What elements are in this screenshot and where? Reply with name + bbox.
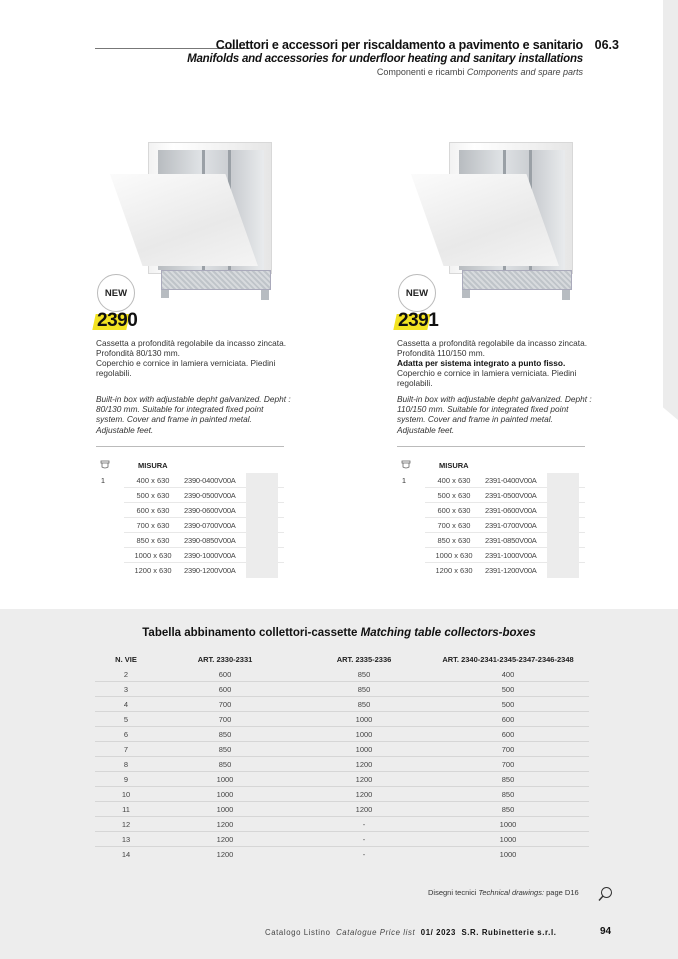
cell: 1000 <box>216 790 234 799</box>
cell: 700 <box>218 715 232 724</box>
table-row <box>95 847 589 862</box>
description-en: Built-in box with adjustable depht galvanized. Depht : 110/150 mm. Suitable for integrated fixed point system. Cover and frame in painted metal. Adjustable feet. <box>397 394 592 435</box>
article-code: 2391-0500V00A <box>485 491 537 500</box>
article-code: 2391-0850V00A <box>485 536 537 545</box>
cell: 400 <box>501 670 515 679</box>
article-code: 2391-0400V00A <box>485 476 537 485</box>
matching-table <box>95 653 589 862</box>
table-row <box>425 488 585 503</box>
article-code: 2390-1000V00A <box>184 551 236 560</box>
description-it <box>96 338 291 378</box>
table-row <box>95 682 589 697</box>
footer-edition: 01/ 2023 <box>420 928 456 937</box>
description-en: Built-in box with adjustable depht galvanized. Depht : 80/130 mm. Suitable for integrated fixed point system. Cover and frame in painted metal. Adjustable feet. <box>96 394 291 435</box>
table-row <box>124 563 284 578</box>
table-row <box>95 727 589 742</box>
header-art-2335: ART. 2335-2336 <box>336 655 392 664</box>
cell: 1000 <box>499 820 517 829</box>
table-row <box>100 473 284 488</box>
cell: 850 <box>218 760 232 769</box>
size: 700 x 630 <box>136 521 170 530</box>
article-code: 2390-0700V00A <box>184 521 236 530</box>
table-row <box>95 742 589 757</box>
footer-catalog-it: Catalogo Listino <box>265 928 331 937</box>
description-it <box>397 338 592 388</box>
title-en: Matching table collectors-boxes <box>360 627 536 639</box>
table-row <box>95 772 589 787</box>
cell: 1000 <box>216 775 234 784</box>
tech-label-en: Technical drawings: <box>478 888 545 897</box>
table-row <box>124 533 284 548</box>
cell: 14 <box>121 850 131 859</box>
header-n-vie: N. VIE <box>115 655 137 664</box>
divider <box>96 446 284 447</box>
header-art-2340: ART. 2340-2341-2345-2347-2346-2348 <box>442 655 574 664</box>
cell: 600 <box>501 730 515 739</box>
price-cell <box>246 488 278 503</box>
cell: 850 <box>501 775 515 784</box>
page-footer <box>265 928 556 937</box>
price-cell <box>547 503 579 518</box>
desc-it-line2: Coperchio e cornice in lamiera verniciata. Piedini regolabili. <box>397 368 577 388</box>
cell: - <box>362 820 366 829</box>
cell: 7 <box>123 745 129 754</box>
title-it: Tabella abbinamento collettori-cassette <box>142 627 358 639</box>
price-cell <box>246 503 278 518</box>
header-title-en: Manifolds and accessories for underfloor heating and sanitary installations <box>187 53 583 65</box>
price-cell <box>547 548 579 563</box>
table-row <box>425 563 585 578</box>
subtitle-en: Components and spare parts <box>466 67 583 77</box>
size: 500 x 630 <box>437 491 471 500</box>
table-row <box>95 817 589 832</box>
cell: 12 <box>121 820 131 829</box>
cell: 850 <box>501 805 515 814</box>
table-row <box>124 518 284 533</box>
footer-company: S.R. Rubinetterie s.r.l. <box>461 928 557 937</box>
table-row <box>425 503 585 518</box>
header-title-it: Collettori e accessori per riscaldamento a pavimento e sanitario <box>215 38 583 52</box>
cell: 5 <box>123 715 129 724</box>
new-badge: NEW <box>398 274 436 312</box>
article-code: 2391-0600V00A <box>485 506 537 515</box>
cell: 13 <box>121 835 131 844</box>
section-number: 06.3 <box>594 38 619 52</box>
table-row <box>95 787 589 802</box>
cell: 600 <box>501 715 515 724</box>
header-art-2330: ART. 2330-2331 <box>197 655 253 664</box>
table-row <box>95 712 589 727</box>
desc-it-line2: Coperchio e cornice in lamiera verniciata. Piedini regolabili. <box>96 358 276 378</box>
table-row <box>95 667 589 682</box>
product-image <box>407 132 577 300</box>
cell: 1000 <box>355 745 373 754</box>
size-table <box>98 459 284 578</box>
size: 1000 x 630 <box>435 551 473 560</box>
size: 400 x 630 <box>136 476 170 485</box>
price-cell <box>246 533 278 548</box>
table-row <box>95 757 589 772</box>
size: 400 x 630 <box>437 476 471 485</box>
cell: 1000 <box>499 835 517 844</box>
tech-label-it: Disegni tecnici <box>428 888 477 897</box>
misura-header: MISURA <box>138 461 168 470</box>
qty: 1 <box>100 476 106 485</box>
cell: 850 <box>357 670 371 679</box>
table-row <box>95 832 589 847</box>
size: 600 x 630 <box>437 506 471 515</box>
technical-drawings-ref[interactable] <box>428 888 579 897</box>
qty: 1 <box>401 476 407 485</box>
cell: 700 <box>218 700 232 709</box>
product-code <box>395 310 438 334</box>
cell: 700 <box>501 760 515 769</box>
desc-it-line1: Cassetta a profondità regolabile da incasso zincata. Profondità 110/150 mm. <box>397 338 588 358</box>
table-row <box>124 548 284 563</box>
header-subtitle <box>377 67 583 77</box>
cell: 850 <box>357 685 371 694</box>
cell: 1200 <box>216 820 234 829</box>
article-code: 2390-0500V00A <box>184 491 236 500</box>
cell: 850 <box>501 790 515 799</box>
cell: 850 <box>218 730 232 739</box>
price-cell <box>246 548 278 563</box>
cell: 700 <box>501 745 515 754</box>
price-cell <box>246 473 278 488</box>
table-row <box>425 533 585 548</box>
table-header <box>95 653 589 667</box>
cell: 1200 <box>216 850 234 859</box>
size-table <box>399 459 585 578</box>
magnifier-icon[interactable] <box>597 886 613 902</box>
matching-table-title <box>0 627 678 639</box>
cell: - <box>362 850 366 859</box>
misura-header: MISURA <box>439 461 469 470</box>
package-icon <box>401 460 411 469</box>
size: 1200 x 630 <box>435 566 473 575</box>
size: 850 x 630 <box>136 536 170 545</box>
cell: 1000 <box>355 715 373 724</box>
article-code: 2390-0600V00A <box>184 506 236 515</box>
package-icon <box>100 460 110 469</box>
cell: 8 <box>123 760 129 769</box>
cell: 600 <box>218 685 232 694</box>
product-image <box>106 132 276 300</box>
price-cell <box>547 473 579 488</box>
article-code: 2390-0400V00A <box>184 476 236 485</box>
cell: 4 <box>123 700 129 709</box>
cell: 9 <box>123 775 129 784</box>
cell: 6 <box>123 730 129 739</box>
price-cell <box>547 518 579 533</box>
desc-it-line1: Cassetta a profondità regolabile da incasso zincata. Profondità 80/130 mm. <box>96 338 287 358</box>
cell: 600 <box>218 670 232 679</box>
price-cell <box>547 488 579 503</box>
footer-catalog-en: Catalogue Price list <box>336 928 416 937</box>
cell: 1200 <box>355 760 373 769</box>
size: 700 x 630 <box>437 521 471 530</box>
cell: 500 <box>501 700 515 709</box>
table-row <box>425 518 585 533</box>
cell: 10 <box>121 790 131 799</box>
cell: 1000 <box>499 850 517 859</box>
cell: 1200 <box>355 805 373 814</box>
product-code <box>94 310 137 334</box>
price-cell <box>246 563 278 578</box>
product-code-text: 2391 <box>398 310 439 331</box>
article-code: 2391-0700V00A <box>485 521 537 530</box>
size: 850 x 630 <box>437 536 471 545</box>
cell: 3 <box>123 685 129 694</box>
price-cell <box>547 533 579 548</box>
cell: 1200 <box>355 775 373 784</box>
cell: 850 <box>357 700 371 709</box>
tech-page: page D16 <box>546 888 579 897</box>
size: 1000 x 630 <box>134 551 172 560</box>
cell: - <box>362 835 366 844</box>
side-tab-strip <box>663 0 678 420</box>
page-number: 94 <box>600 926 612 937</box>
table-row <box>95 802 589 817</box>
table-row <box>425 548 585 563</box>
desc-it-bold: Adatta per sistema integrato a punto fisso. <box>397 358 566 368</box>
cell: 11 <box>122 805 130 814</box>
size: 1200 x 630 <box>134 566 172 575</box>
cell: 1200 <box>216 835 234 844</box>
table-row <box>401 473 585 488</box>
cell: 850 <box>218 745 232 754</box>
table-row <box>124 488 284 503</box>
new-badge: NEW <box>97 274 135 312</box>
size: 600 x 630 <box>136 506 170 515</box>
divider <box>397 446 585 447</box>
cell: 1000 <box>216 805 234 814</box>
matching-section <box>0 609 678 959</box>
cell: 1000 <box>355 730 373 739</box>
size: 500 x 630 <box>136 491 170 500</box>
article-code: 2390-1200V00A <box>184 566 236 575</box>
cell: 500 <box>501 685 515 694</box>
article-code: 2390-0850V00A <box>184 536 236 545</box>
price-cell <box>547 563 579 578</box>
price-cell <box>246 518 278 533</box>
article-code: 2391-1000V00A <box>485 551 537 560</box>
subtitle-it: Componenti e ricambi <box>376 67 465 77</box>
cell: 2 <box>123 670 129 679</box>
article-code: 2391-1200V00A <box>485 566 537 575</box>
table-row <box>95 697 589 712</box>
product-code-text: 2390 <box>97 310 138 331</box>
table-row <box>124 503 284 518</box>
cell: 1200 <box>355 790 373 799</box>
